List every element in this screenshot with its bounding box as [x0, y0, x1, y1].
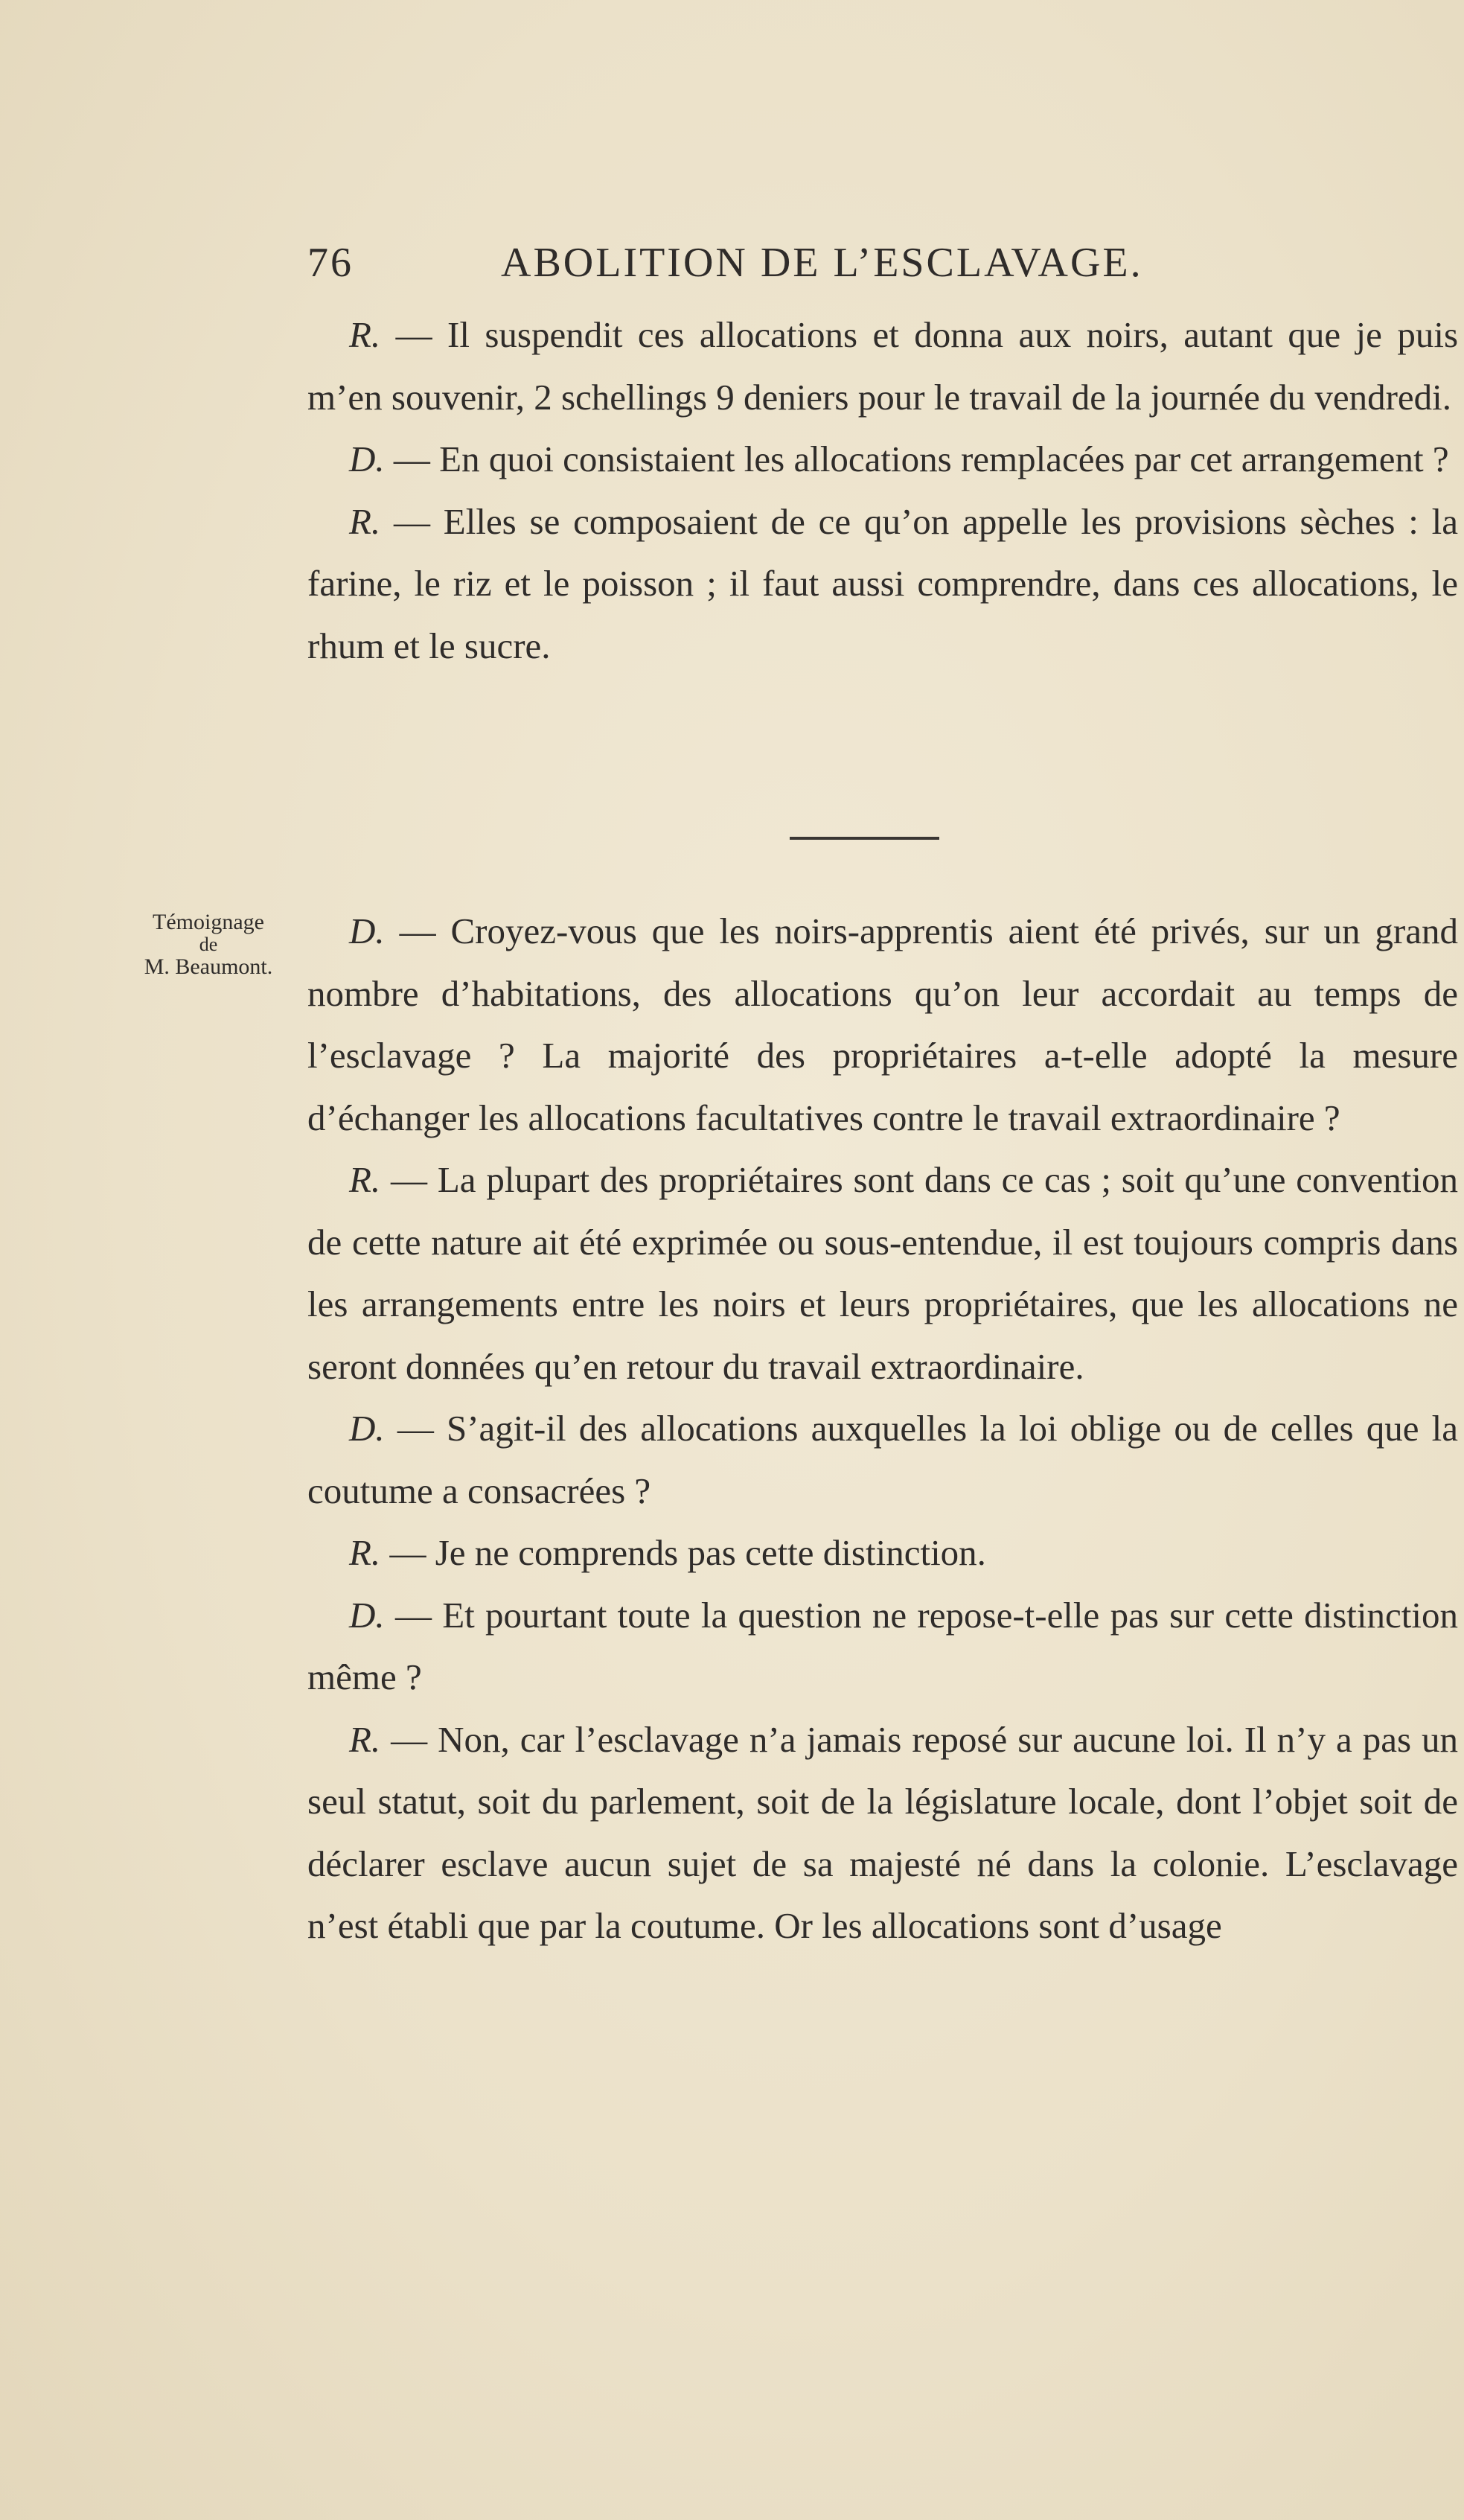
text-block-2 [307, 900, 1458, 1957]
paragraph-text: — Il suspendit ces allocations et donna aux noirs, autant que je puis m’en souvenir, 2 schellings 9 deniers pour le travail de la journée du vendredi. [307, 314, 1459, 418]
margin-note-line: Témoignage [153, 910, 264, 934]
speaker-label: D. [349, 438, 385, 479]
margin-note [119, 908, 298, 981]
paragraph [307, 491, 1458, 677]
margin-note-line: M. Beaumont. [144, 954, 273, 979]
paragraph-text: — Et pourtant toute la question ne repose-t-elle pas sur cette distinction même ? [307, 1594, 1459, 1697]
text-block-1 [307, 304, 1458, 677]
speaker-label: D. [349, 1594, 385, 1636]
speaker-label: R. [349, 1532, 381, 1573]
paragraph-text: — Je ne comprends pas cette distinction. [389, 1532, 986, 1573]
paragraph [307, 900, 1458, 1149]
paragraph [307, 428, 1458, 491]
paragraph [307, 1522, 1458, 1584]
margin-note-line: de [199, 934, 218, 955]
speaker-label: R. [349, 314, 381, 355]
paragraph-text: — Non, car l’esclavage n’a jamais reposé sur aucune loi. Il n’y a pas un seul statut, soit du parlement, soit de la législature locale, dont l’objet soit de déclarer esclave aucun sujet de sa majesté né dans la colonie. L’esclavage n’est établi que par la coutume. Or les allocations sont d’usage [307, 1718, 1458, 1946]
running-title: ABOLITION DE L’ESCLAVAGE. [501, 240, 1143, 286]
section-divider [790, 837, 939, 840]
speaker-label: R. [349, 500, 381, 542]
paragraph [307, 1149, 1458, 1397]
paragraph-text: — Croyez-vous que les noirs-apprentis aient été privés, sur un grand nombre d’habitations, des allocations qu’on leur accordait au temps de l’esclavage ? La majorité des propriétaires a-t-elle adopté la mesure d’échanger les allocations facultatives contre le travail extraordinaire ? [307, 910, 1459, 1138]
paragraph-text: — En quoi consistaient les allocations remplacées par cet arrangement ? [393, 438, 1449, 479]
page-number: 76 [307, 240, 354, 286]
speaker-label: R. [349, 1159, 381, 1200]
paragraph [307, 1709, 1458, 1957]
paragraph [307, 1397, 1458, 1522]
paragraph-text: — S’agit-il des allocations auxquelles la loi oblige ou de celles que la coutume a consacrées ? [307, 1408, 1459, 1511]
paragraph [307, 1584, 1458, 1709]
paragraph [307, 304, 1458, 428]
paragraph-text: — Elles se composaient de ce qu’on appelle les provisions sèches : la farine, le riz et le poisson ; il faut aussi comprendre, dans ces allocations, le rhum et le sucre. [307, 500, 1458, 666]
paragraph-text: — La plupart des propriétaires sont dans ce cas ; soit qu’une convention de cette nature ait été exprimée ou sous-entendue, il est toujours compris dans les arrangements entre les noirs et leurs propriétaires, que les allocations ne seront données qu’en retour du travail extraordinaire. [307, 1159, 1458, 1387]
speaker-label: R. [349, 1718, 381, 1760]
speaker-label: D. [349, 910, 385, 951]
speaker-label: D. [349, 1408, 385, 1449]
